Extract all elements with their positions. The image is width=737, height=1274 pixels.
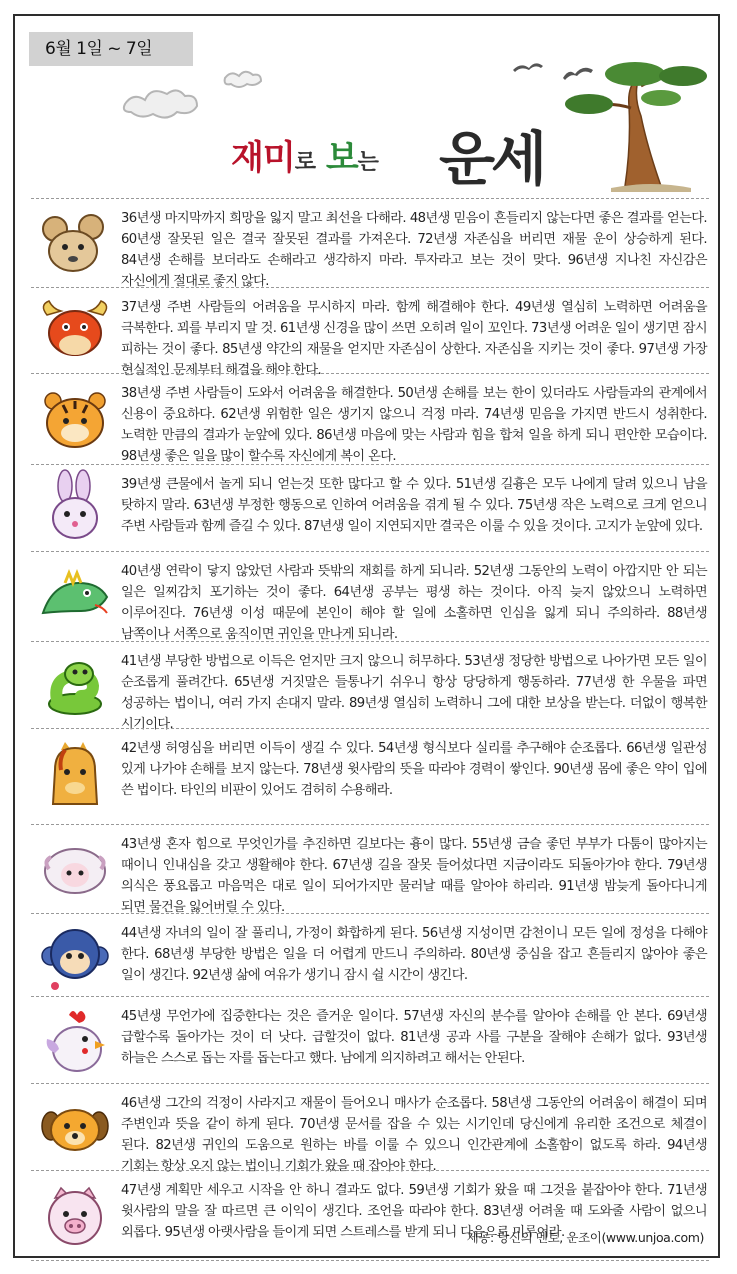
- zodiac-row-snake: [31, 641, 709, 732]
- zodiac-row-pig: [31, 1170, 709, 1261]
- title-part-see: 보: [325, 138, 358, 178]
- rooster-icon: [35, 1001, 115, 1081]
- title-part-suffix: 는: [357, 150, 378, 175]
- dragon-icon: [35, 557, 115, 637]
- zodiac-text: 47년생 계획만 세우고 시작을 안 하니 결과도 없다. 59년생 기회가 왔을 때 그것을 붙잡아야 한다. 71년생 윗사람의 말을 잘 따르면 큰 이익이 생긴다. 조언을 따라야 한다. 83년생 어려울 때 도와줄 사람이 없으니 외롭다. 95년생 아랫사람을 들이게 되면 스트레스를 받게 되니 다음으로 미루어라.: [121, 1183, 707, 1240]
- zodiac-text: 43년생 혼자 힘으로 무엇인가를 추진하면 길보다는 흉이 많다. 55년생 금슬 좋던 부부가 다툼이 많아지는 때이니 인내심을 갖고 생활해야 한다. 67년생 길을 잘못 들어섰다면 지금이라도 되돌아가야 한다. 79년생 의식은 풍요롭고 마음먹은 대로 일이 되어가지만 물러날 때를 알아야 하리라. 91년생 밤늦게 돌아다니게 되면 물건을 잃어버릴 수 있다.: [121, 837, 707, 915]
- zodiac-text: 42년생 허영심을 버리면 이득이 생길 수 있다. 54년생 형식보다 실리를 추구해야 순조롭다. 66년생 일관성 있게 나가야 손해를 보지 않는다. 78년생 윗사람의 뜻을 따라야 경력이 쌓인다. 90년생 몸에 좋은 약이 입에 쓴 법이다. 타인의 비판이 있어도 겸허히 수용해라.: [121, 741, 707, 798]
- zodiac-text: 38년생 주변 사람들이 도와서 어려움을 해결한다. 50년생 손해를 보는 한이 있더라도 사람들과의 관계에서 신용이 중요하다. 62년생 위험한 일은 생기지 않으니 걱정 마라. 74년생 믿음을 가지면 반드시 성취한다. 노력한 만큼의 결과가 눈앞에 있다. 86년생 마음에 맞는 사람과 힘을 합쳐 일을 하게 되니 편안한 모습이다. 98년생 좋은 일을 많이 할수록 자신에게 복이 온다.: [121, 386, 707, 464]
- zodiac-row-tiger: [31, 373, 709, 464]
- zodiac-row-sheep: [31, 824, 709, 913]
- horoscope-panel: [13, 14, 720, 1258]
- ox-icon: [35, 291, 115, 371]
- tiger-icon: [35, 379, 115, 459]
- rabbit-icon: [35, 468, 115, 548]
- zodiac-text: 40년생 연락이 닿지 않았던 사람과 뜻밖의 재회를 하게 되니라. 52년생 그동안의 노력이 아깝지만 안 되는 일은 일찌감치 포기하는 것이 좋다. 64년생 공부는 평생 하는 것이다. 아직 늦지 않았으니 노력하면 이루어진다. 76년생 이성 때문에 본인이 해야 할 일에 소홀하면 인심을 잃게 되니 주의하라. 88년생 남쪽이나 서쪽으로 움직이면 귀인을 만나게 되니라.: [121, 564, 707, 642]
- zodiac-text: 46년생 그간의 걱정이 사라지고 재물이 들어오니 매사가 순조롭다. 58년생 그동안의 어려움이 해결이 되며 주변인과 뜻을 같이 하게 된다. 70년생 문서를 잡을 수 있는 시기인데 당신에게 유리한 조건으로 체결이 된다. 82년생 귀인의 도움으로 원하는 바를 이룰 수 있으니 인간관계에 소홀함이 없도록 하라. 94년생 기회는 항상 오지 않는 법이니 기회가 왔을 때 잡아야 한다.: [121, 1096, 707, 1174]
- monkey-icon: [35, 916, 115, 996]
- zodiac-row-dog: [31, 1083, 709, 1174]
- zodiac-list: [31, 198, 709, 1261]
- zodiac-row-ox: [31, 287, 709, 378]
- horse-icon: [35, 736, 115, 816]
- zodiac-row-rooster: [31, 996, 709, 1083]
- rat-icon: [35, 203, 115, 283]
- title-fortune: 운세: [439, 125, 544, 193]
- zodiac-row-horse: [31, 728, 709, 824]
- sheep-icon: [35, 829, 115, 909]
- zodiac-text: 37년생 주변 사람들의 어려움을 무시하지 마라. 함께 해결해야 한다. 49년생 열심히 노력하면 어려움을 극복한다. 꾀를 부리지 말 것. 61년생 신경을 많이 쓰면 오히려 일이 꼬인다. 73년생 어려운 일이 생기면 잠시 피하는 것이 좋다. 85년생 약간의 재물을 얻지만 자존심이 상한다. 자존심을 지키는 것이 좋다. 97년생 가장 현실적인 문제부터 해결을 해야 한다.: [121, 300, 707, 378]
- credit-line: 제공: 당신의 멘토, 운조이(www.unjoa.com): [466, 1230, 704, 1245]
- zodiac-text: 36년생 마지막까지 희망을 잃지 말고 최선을 다해라. 48년생 믿음이 흔들리지 않는다면 좋은 결과를 얻는다. 60년생 잘못된 일은 결국 잘못된 결과를 가져온다. 72년생 자존심을 버리면 재물 운이 상승하게 된다. 84년생 손해를 보더라도 손해라고 생각하지 마라. 투자라고 보는 것이 맞다. 96년생 지나친 자신감은 자신에게 절대로 좋지 않다.: [121, 211, 707, 289]
- cloud-icon: [124, 72, 261, 118]
- date-range-badge: 6월 1일 ~ 7일: [29, 32, 193, 66]
- zodiac-row-dragon: [31, 551, 709, 641]
- zodiac-text: 39년생 큰물에서 놀게 되니 얻는것 또한 많다고 할 수 있다. 51년생 길흉은 모두 나에게 달려 있으니 남을 탓하지 말라. 63년생 부정한 행동으로 인하여 어려움을 겪게 될 수 있다. 75년생 작은 노력으로 크게 얻으니 주변 사람들과 함께 즐길 수 있다. 87년생 일이 지연되지만 결국은 이룰 수 있을 것이다. 고지가 눈앞에 있다.: [121, 477, 707, 534]
- zodiac-row-monkey: [31, 913, 709, 996]
- title-part-particle: 로: [294, 150, 315, 175]
- title-part-fun: 재미: [231, 138, 295, 178]
- zodiac-row-rabbit: [31, 464, 709, 551]
- dog-icon: [35, 1088, 115, 1168]
- snake-icon: [35, 646, 115, 726]
- zodiac-text: 45년생 무언가에 집중한다는 것은 즐거운 일이다. 57년생 자신의 분수를 알아야 손해를 안 본다. 69년생 급할수록 돌아가는 것이 더 낫다. 급할것이 없다. 81년생 공과 사를 구분을 잘해야 손해가 없다. 93년생 하늘은 스스로 돕는 자를 돕는다고 했다. 남에게 의지하려고 해서는 안된다.: [121, 1009, 707, 1066]
- zodiac-row-rat: [31, 198, 709, 287]
- zodiac-text: 41년생 부당한 방법으로 이득은 얻지만 크지 않으니 허무하다. 53년생 정당한 방법으로 나아가면 모든 일이 순조롭게 풀려간다. 65년생 거짓말은 들통나기 쉬우니 항상 당당하게 행동하라. 77년생 한 우물을 파면 성공하는 법이니, 여러 가지 손대지 말라. 89년생 열심히 노력하니 그에 대한 보상을 받는다. 더없이 행복한 시기이다.: [121, 654, 707, 732]
- pine-tree-icon: [565, 62, 707, 192]
- zodiac-text: 44년생 자녀의 일이 잘 풀리니, 가정이 화합하게 된다. 56년생 지성이면 감천이니 모든 일에 정성을 다해야 한다. 68년생 부당한 방법은 일을 더 어렵게 만드니 주의하라. 80년생 중심을 잡고 흔들리지 않아야 좋은 일이 생긴다. 92년생 삶에 여유가 생기니 잠시 쉴 시간이 생긴다.: [121, 926, 707, 983]
- bird-icon: [513, 63, 593, 80]
- pig-icon: [35, 1176, 115, 1256]
